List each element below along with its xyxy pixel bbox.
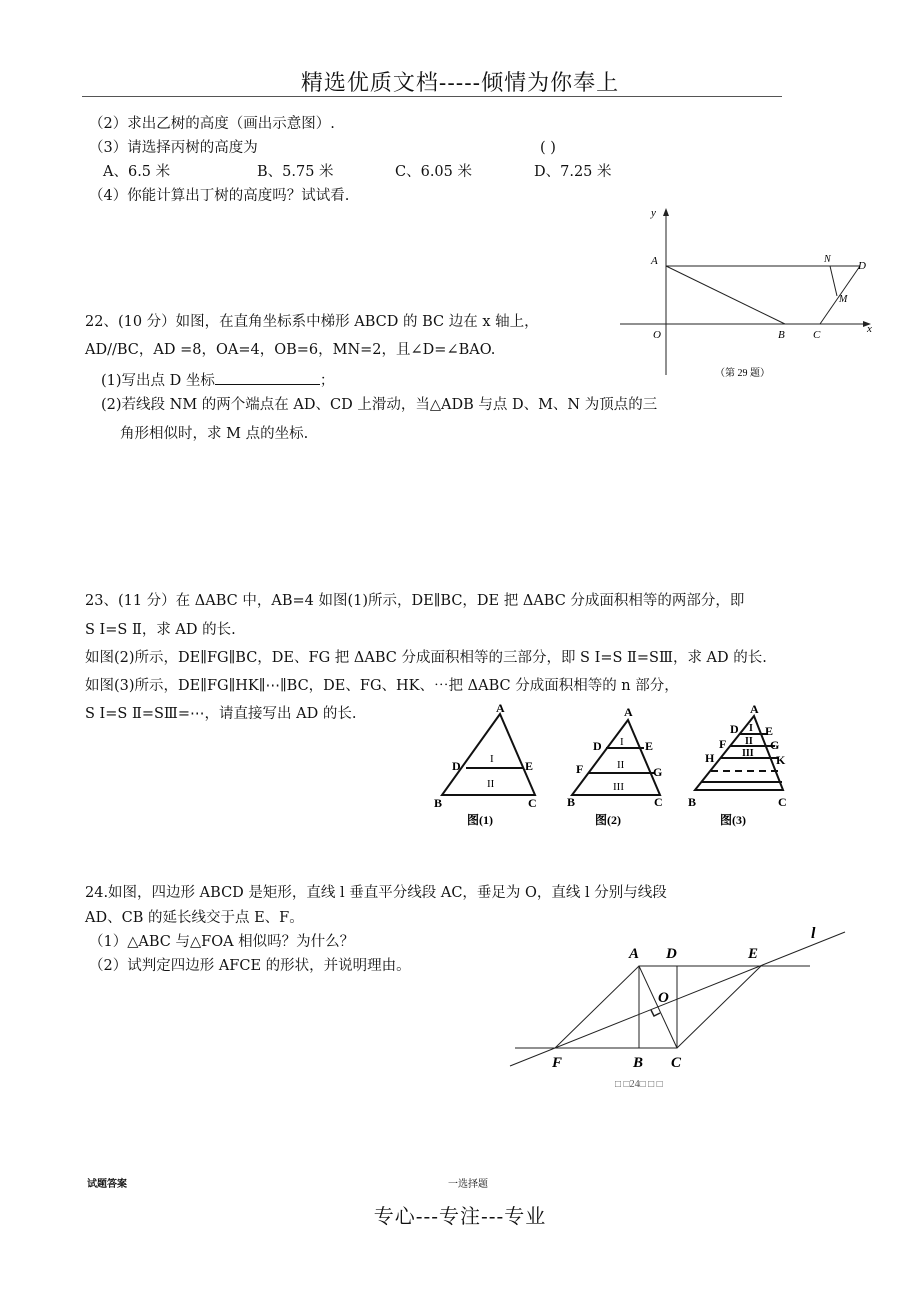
fig2-label-A: A <box>624 705 633 719</box>
label-x: x <box>867 323 872 335</box>
answers-section: 一选择题 <box>448 1179 488 1190</box>
fig1-label-E: E <box>525 759 534 773</box>
label-N: N <box>824 254 831 265</box>
fig2-caption: 图(2) <box>595 813 621 827</box>
q23-line4: 如图(3)所示，DE∥FG∥HK∥⋯∥BC，DE、FG、HK、⋯把 ΔABC 分成面积相等的 n 部分， <box>85 678 679 694</box>
fig1-label-C: C <box>528 796 537 810</box>
q24-label-E: E <box>748 946 759 962</box>
fig2-label-C: C <box>654 795 663 809</box>
q22-part1 <box>101 370 334 390</box>
q21-option-d: D、7.25 米 <box>534 164 612 180</box>
fig1-region-II: II <box>487 778 495 790</box>
fig1-region-I: I <box>490 753 494 765</box>
segment-CE <box>677 966 761 1048</box>
fig3-label-F: F <box>719 737 727 751</box>
q24-figure-caption: □ □24□ □ □ <box>615 1079 663 1090</box>
label-C: C <box>813 329 821 341</box>
q21-part4: （4）你能计算出丁树的高度吗？试试看. <box>89 188 350 204</box>
q23-figure-2 <box>562 700 687 830</box>
label-D: D <box>858 260 866 272</box>
q24-label-A: A <box>629 946 640 962</box>
q22-figure-caption: （第 29 题） <box>715 368 770 379</box>
q21-option-c: C、6.05 米 <box>395 164 472 180</box>
fig1-label-B: B <box>434 796 443 810</box>
fig2-label-F: F <box>576 762 584 776</box>
page-footer: 专心---专注---专业 <box>373 1204 547 1228</box>
fig3-region-I: I <box>749 723 753 734</box>
q21-part3: （3）请选择丙树的高度为 <box>89 140 258 156</box>
q22-part2-line1: (2)若线段 NM 的两个端点在 AD、CD 上滑动，当△ADB 与点 D、M、N 为顶点的三 <box>101 397 658 413</box>
q22-coordinate-figure <box>615 200 885 390</box>
q21-answer-paren: ( ) <box>540 140 556 156</box>
fig2-region-II: II <box>617 759 625 771</box>
fig3-label-K: K <box>776 753 786 767</box>
q23-line5: S Ⅰ=S Ⅱ=SⅢ=⋯，请直接写出 AD 的长. <box>85 706 357 722</box>
q24-rectangle-figure <box>505 920 855 1095</box>
fig2-label-G: G <box>653 765 663 779</box>
q24-label-C: C <box>671 1055 682 1071</box>
fig3-label-A: A <box>750 702 759 716</box>
q22-part1-end: ； <box>319 373 335 389</box>
segment-NM <box>830 266 837 296</box>
fig3-region-III: III <box>742 748 754 759</box>
segment-AB <box>666 266 785 324</box>
answers-title: 试题答案 <box>87 1179 127 1190</box>
q24-label-F: F <box>552 1055 563 1071</box>
q22-part2-line2: 角形相似时，求 M 点的坐标. <box>120 426 309 442</box>
fig2-region-I: I <box>620 736 624 748</box>
q23-figure-1 <box>430 700 555 830</box>
fig1-caption: 图(1) <box>467 813 493 827</box>
fig2-region-III: III <box>613 781 624 793</box>
segment-AF <box>555 966 639 1048</box>
q23-line2: S Ⅰ=S Ⅱ，求 AD 的长. <box>85 622 236 638</box>
fig3-label-B: B <box>688 795 697 809</box>
fig3-label-E: E <box>765 724 774 738</box>
q24-label-O: O <box>658 990 669 1006</box>
q22-line1: 22、(10 分）如图，在直角坐标系中梯形 ABCD 的 BC 边在 x 轴上， <box>85 314 539 330</box>
right-angle-mark-icon <box>651 1010 660 1016</box>
fig2-label-D: D <box>593 739 602 753</box>
label-M: M <box>839 294 848 305</box>
fig3-caption: 图(3) <box>720 813 746 827</box>
q24-part2: （2）试判定四边形 AFCE 的形状，并说明理由。 <box>89 958 411 974</box>
q24-label-B: B <box>633 1055 644 1071</box>
fig1-label-A: A <box>496 701 505 715</box>
fig3-label-H: H <box>705 751 715 765</box>
q24-label-D: D <box>666 946 677 962</box>
fig1-label-D: D <box>452 759 461 773</box>
fig3-label-G: G <box>770 738 780 752</box>
q24-part1: （1）△ABC 与△FOA 相似吗？为什么？ <box>89 934 355 950</box>
q22-line2: AD//BC，AD =8，OA=4，OB=6，MN=2，且∠D=∠BAO. <box>85 342 496 358</box>
page-header-title: 精选优质文档-----倾情为你奉上 <box>300 71 620 96</box>
label-A: A <box>651 255 658 267</box>
label-y: y <box>651 207 656 219</box>
fig3-label-C: C <box>778 795 787 809</box>
fig3-region-II: II <box>745 736 753 747</box>
label-B: B <box>778 329 785 341</box>
q24-line2: AD、CB 的延长线交于点 E、F。 <box>85 910 304 926</box>
q24-label-l: l <box>811 925 816 942</box>
q21-option-a: A、6.5 米 <box>103 164 171 180</box>
y-axis-arrow-icon <box>663 208 669 216</box>
q24-line1: 24.如图，四边形 ABCD 是矩形，直线 l 垂直平分线段 AC，垂足为 O，直线 l 分别与线段 <box>85 885 667 901</box>
header-divider <box>82 96 782 97</box>
q23-line1: 23、(11 分）在 ΔABC 中，AB=4 如图(1)所示，DE∥BC，DE 把 ΔABC 分成面积相等的两部分，即 <box>85 593 745 609</box>
q21-part2: （2）求出乙树的高度（画出示意图）. <box>89 116 335 132</box>
q23-figure-3 <box>683 700 808 830</box>
fig3-label-D: D <box>730 722 739 736</box>
q21-option-b: B、5.75 米 <box>257 164 334 180</box>
label-O: O <box>653 329 661 341</box>
fig2-label-B: B <box>567 795 576 809</box>
q23-line3: 如图(2)所示，DE∥FG∥BC，DE、FG 把 ΔABC 分成面积相等的三部分，即 S Ⅰ=S Ⅱ=SⅢ，求 AD 的长. <box>85 650 767 666</box>
fig2-label-E: E <box>645 739 654 753</box>
q22-part1-text: (1)写出点 D 坐标 <box>101 373 215 389</box>
d-coordinate-blank[interactable] <box>215 370 320 385</box>
